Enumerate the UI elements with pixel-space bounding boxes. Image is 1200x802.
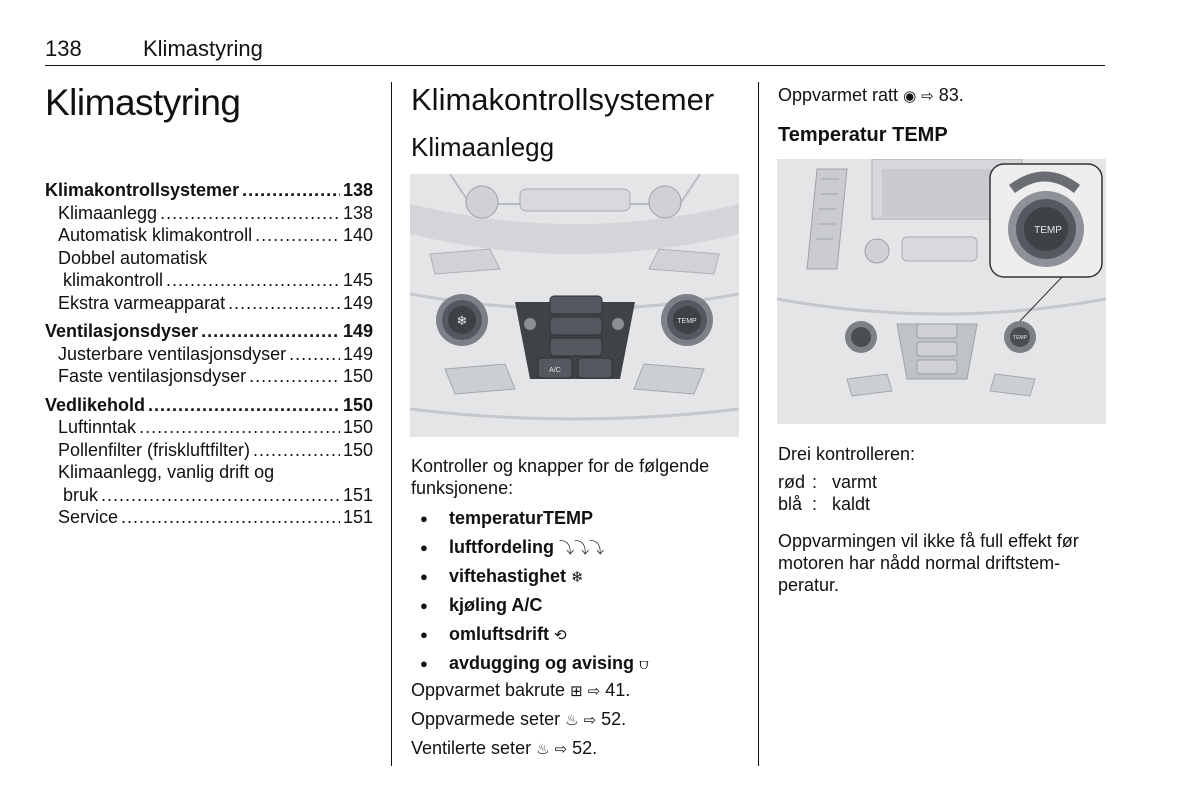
- toc-entry-label: Klimakontrollsystemer: [45, 180, 240, 200]
- reference-page: 52.: [601, 709, 627, 729]
- reference-text: Oppvarmede seter: [411, 709, 561, 729]
- steering-wheel-icon: ◉: [903, 88, 917, 105]
- toc-entry-label: bruk: [63, 484, 99, 505]
- toc-dot-leader: [253, 439, 340, 462]
- toc-dot-leader: [255, 224, 340, 247]
- toc-entry-page: 149: [342, 292, 373, 313]
- toc-entry-label: Ventilasjonsdyser: [45, 321, 199, 341]
- legend-key: rød: [778, 472, 805, 492]
- function-symbol-icon: ⩌: [639, 656, 649, 673]
- toc-entry-label: Automatisk klimakontroll: [58, 225, 253, 245]
- toc-entry-label: Service: [58, 507, 119, 527]
- legend-row: [778, 493, 877, 515]
- toc-entry[interactable]: [45, 506, 373, 529]
- arrow-right-icon: ⇨: [921, 88, 934, 105]
- toc-entry-label: Dobbel automatisk: [58, 247, 208, 268]
- function-list-item: [411, 533, 741, 562]
- temperature-heading: Temperatur TEMP: [778, 124, 948, 146]
- climate-panel-figure: [410, 174, 739, 437]
- toc-entry[interactable]: [45, 461, 373, 484]
- toc-entry-label: Ekstra varmeapparat: [58, 292, 226, 313]
- arrow-right-icon: ⇨: [587, 683, 601, 700]
- toc-entry-page: 151: [342, 507, 373, 527]
- running-header-chapter: Klimastyring: [143, 36, 263, 61]
- function-label: omluftsdrift: [449, 624, 549, 644]
- legend-separator: :: [812, 494, 818, 514]
- reference-page: 52.: [572, 738, 598, 758]
- toc-entry[interactable]: [45, 394, 373, 417]
- temp-knob-big-label: TEMP: [1034, 225, 1062, 236]
- reference-text: Oppvarmet bakrute: [411, 680, 566, 700]
- toc-entry-page: 151: [342, 484, 373, 505]
- toc-entry[interactable]: [45, 179, 373, 202]
- toc-entry[interactable]: [45, 365, 373, 388]
- cross-reference: [411, 680, 741, 709]
- temp-knob-small-label: TEMP: [1013, 335, 1027, 341]
- fan-knob-icon: ❄: [456, 314, 468, 329]
- toc-entry-label: Klimaanlegg, vanlig drift og: [58, 462, 275, 482]
- toc-entry[interactable]: [45, 320, 373, 343]
- function-list-item: [411, 562, 741, 591]
- function-label: temperaturTEMP: [449, 508, 594, 528]
- arrow-right-icon: ⇨: [554, 741, 568, 758]
- function-list-item: [411, 504, 741, 533]
- function-label: luftfordeling: [449, 537, 554, 557]
- toc-entry-page: 145: [342, 270, 373, 290]
- heated-wheel-text: Oppvarmet ratt: [778, 85, 899, 105]
- toc-dot-leader: [160, 202, 340, 225]
- toc-dot-leader: [249, 365, 340, 388]
- function-list: [411, 504, 741, 678]
- heated-wheel-ref: [778, 85, 964, 106]
- toc-entry[interactable]: [45, 484, 373, 507]
- toc-entry-label: Klimaanlegg: [58, 202, 158, 223]
- function-list-item: [411, 591, 741, 620]
- temperature-legend: [778, 471, 877, 515]
- column-divider-2: [758, 82, 759, 766]
- toc-entry[interactable]: [45, 247, 373, 270]
- toc-entry-page: 149: [342, 321, 373, 341]
- toc-entry[interactable]: [45, 416, 373, 439]
- legend-row: [778, 471, 877, 493]
- page-number: 138: [45, 36, 82, 61]
- heated-wheel-page: 83.: [938, 85, 964, 105]
- chapter-title: Klimastyring: [45, 82, 241, 123]
- toc-entry-label: klimakontroll: [63, 270, 164, 290]
- legend-key: blå: [778, 494, 803, 514]
- ac-button-label: A/C: [549, 367, 561, 374]
- toc-entry[interactable]: [45, 269, 373, 292]
- running-header: [45, 36, 263, 62]
- toc-entry[interactable]: [45, 292, 373, 315]
- function-symbol-icon: ⟲: [554, 627, 567, 644]
- toc-entry-page: 140: [342, 225, 373, 245]
- toc-dot-leader: [148, 394, 340, 417]
- toc-dot-leader: [289, 343, 340, 366]
- reference-text: Ventilerte seter: [411, 738, 532, 758]
- function-list-item: [411, 620, 741, 649]
- toc-entry[interactable]: [45, 202, 373, 225]
- toc-entry-page: 149: [342, 343, 373, 364]
- function-label: kjøling A/C: [449, 595, 543, 615]
- cross-references: [411, 680, 741, 767]
- toc-dot-leader: [228, 292, 340, 315]
- temp-knob-label: TEMP: [677, 318, 697, 325]
- legend-value: kaldt: [832, 494, 871, 514]
- intro-text: Kontroller og knapper for de følgende funksjonene:: [411, 456, 710, 498]
- toc-entry-page: 150: [342, 439, 373, 460]
- reference-page: 41.: [605, 680, 631, 700]
- toc-dot-leader: [166, 269, 340, 292]
- reference-symbol-icon: ♨: [565, 712, 579, 729]
- temp-knob-figure: [777, 159, 1106, 424]
- toc-dot-leader: [139, 416, 340, 439]
- function-symbol-icon: ❄: [571, 569, 584, 586]
- function-label: avdugging og avising: [449, 653, 635, 673]
- toc-entry[interactable]: [45, 224, 373, 247]
- column-divider-1: [391, 82, 392, 766]
- toc-entry-label: Luftinntak: [58, 417, 137, 437]
- toc-entry-page: 138: [342, 202, 373, 223]
- toc-entry-label: Justerbare ventilasjonsdyser: [58, 343, 287, 364]
- toc-entry-page: 138: [342, 180, 373, 200]
- toc-entry[interactable]: [45, 439, 373, 462]
- table-of-contents: [45, 179, 373, 529]
- section-subtitle: Klimaanlegg: [411, 132, 555, 162]
- toc-dot-leader: [121, 506, 340, 529]
- header-rule: [45, 65, 1105, 66]
- toc-dot-leader: [242, 179, 340, 202]
- toc-entry-page: 150: [342, 417, 373, 437]
- function-list-item: [411, 649, 741, 678]
- toc-entry-label: Faste ventilasjonsdyser: [58, 366, 247, 386]
- cross-reference: [411, 709, 741, 738]
- section-title: Klimakontrollsystemer: [411, 82, 715, 117]
- cross-reference: [411, 738, 741, 767]
- function-label: viftehastighet: [449, 566, 567, 586]
- function-symbol-icon: ⤵⤵⤵: [559, 540, 605, 557]
- reference-symbol-icon: ⊞: [570, 683, 583, 700]
- toc-entry-page: 150: [342, 394, 373, 415]
- legend-value: varmt: [832, 472, 877, 492]
- toc-dot-leader: [101, 484, 340, 507]
- arrow-right-icon: ⇨: [583, 712, 597, 729]
- toc-entry[interactable]: [45, 343, 373, 366]
- toc-dot-leader: [201, 320, 340, 343]
- toc-entry-page: 150: [342, 366, 373, 386]
- turn-instruction: Drei kontrolleren:: [778, 444, 916, 464]
- toc-entry-label: Vedlikehold: [45, 394, 146, 415]
- toc-entry-label: Pollenfilter (friskluftfilter): [58, 439, 251, 460]
- legend-separator: :: [812, 472, 818, 492]
- reference-symbol-icon: ♨: [536, 741, 550, 758]
- warmup-note: Oppvarmingen vil ikke få full effekt før motoren har nådd normal driftstem-peratur.: [778, 531, 1079, 595]
